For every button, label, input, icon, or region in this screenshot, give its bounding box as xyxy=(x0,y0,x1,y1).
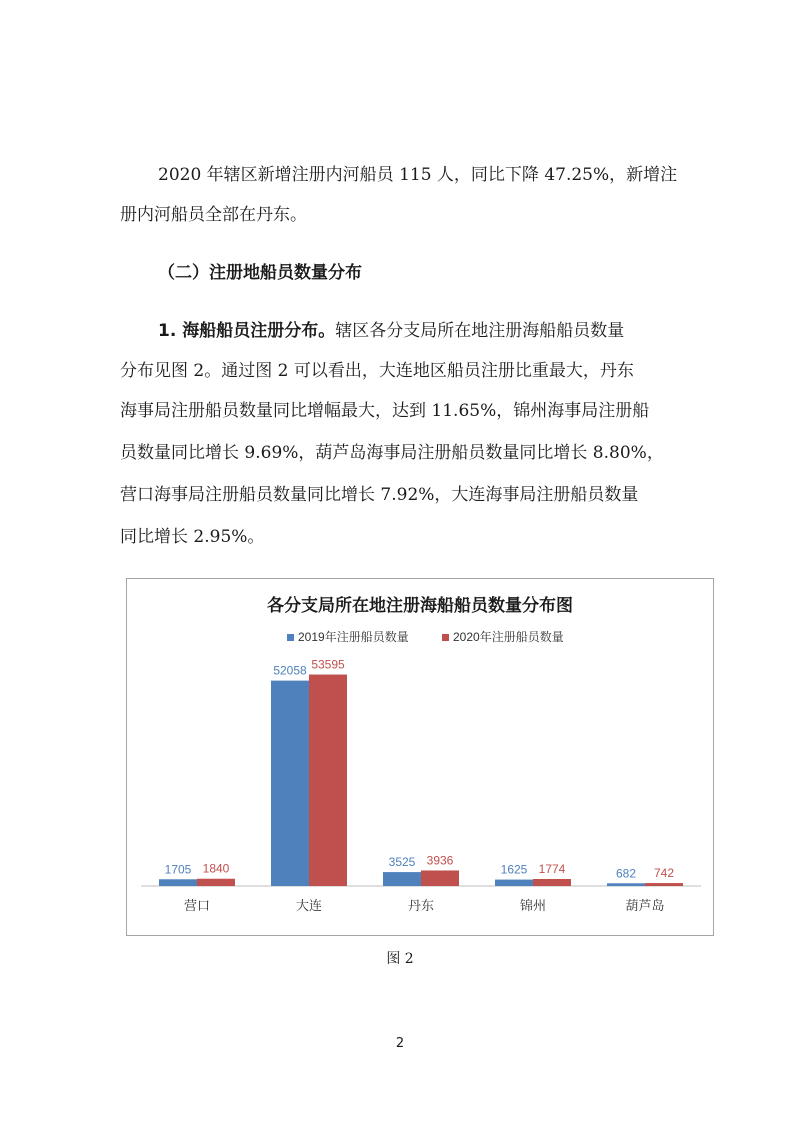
paragraph-2-line-5: 营口海事局注册船员数量同比增长 7.92%，大连海事局注册船员数量 xyxy=(120,485,639,505)
figure-caption: 图 2 xyxy=(386,951,414,967)
legend-swatch-1 xyxy=(287,634,294,641)
bar-chart xyxy=(127,579,713,935)
category-label-4: 锦州 xyxy=(519,898,547,913)
legend-label-1: 2019年注册船员数量 xyxy=(298,630,409,644)
data-label-2-2: 53595 xyxy=(311,657,345,672)
chart-frame xyxy=(126,578,714,936)
bar-2-5 xyxy=(645,883,683,886)
data-label-2-3: 3936 xyxy=(426,853,454,868)
paragraph-1-line-1: 2020 年辖区新增注册内河船员 115 人，同比下降 47.25%，新增注 xyxy=(158,165,678,185)
paragraph-2-line-1-rest: 辖区各分支局所在地注册海船船员数量 xyxy=(335,321,625,341)
paragraph-2-line-6: 同比增长 2.95%。 xyxy=(120,527,265,547)
bar-1-1 xyxy=(159,879,197,886)
data-label-2-5: 742 xyxy=(653,866,675,881)
legend-label-2: 2020年注册船员数量 xyxy=(453,630,564,644)
legend-swatch-2 xyxy=(442,634,449,641)
category-label-5: 葫芦岛 xyxy=(625,898,665,913)
category-label-1: 营口 xyxy=(183,898,211,913)
data-label-2-1: 1840 xyxy=(202,861,230,876)
paragraph-2-line-4: 员数量同比增长 9.69%，葫芦岛海事局注册船员数量同比增长 8.80%， xyxy=(120,443,664,463)
bar-2-2 xyxy=(309,675,347,886)
paragraph-2-line-3: 海事局注册船员数量同比增幅最大，达到 11.65%，锦州海事局注册船 xyxy=(120,401,650,421)
category-label-2: 大连 xyxy=(295,898,323,913)
bar-1-3 xyxy=(383,872,421,886)
data-label-1-3: 3525 xyxy=(388,855,416,870)
data-label-1-4: 1625 xyxy=(500,862,528,877)
data-label-1-5: 682 xyxy=(615,866,637,881)
bar-1-4 xyxy=(495,880,533,886)
paragraph-1-line-2: 册内河船员全部在丹东。 xyxy=(120,205,307,225)
paragraph-2-line-1 xyxy=(158,316,624,341)
paragraph-2-line-2: 分布见图 2。通过图 2 可以看出，大连地区船员注册比重最大，丹东 xyxy=(120,361,634,381)
bar-2-3 xyxy=(421,870,459,886)
data-label-1-2: 52058 xyxy=(273,663,307,678)
bar-1-2 xyxy=(271,681,309,886)
section-heading: （二）注册地船员数量分布 xyxy=(158,263,362,283)
paragraph-2-lead: 1. 海船船员注册分布。 xyxy=(158,321,336,341)
chart-title: 各分支局所在地注册海船船员数量分布图 xyxy=(267,596,573,615)
bar-2-4 xyxy=(533,879,571,886)
bar-2-1 xyxy=(197,879,235,886)
data-label-2-4: 1774 xyxy=(538,862,566,877)
category-label-3: 丹东 xyxy=(407,898,435,913)
page-number: 2 xyxy=(395,1036,405,1051)
data-label-1-1: 1705 xyxy=(164,862,192,877)
bar-1-5 xyxy=(607,883,645,886)
